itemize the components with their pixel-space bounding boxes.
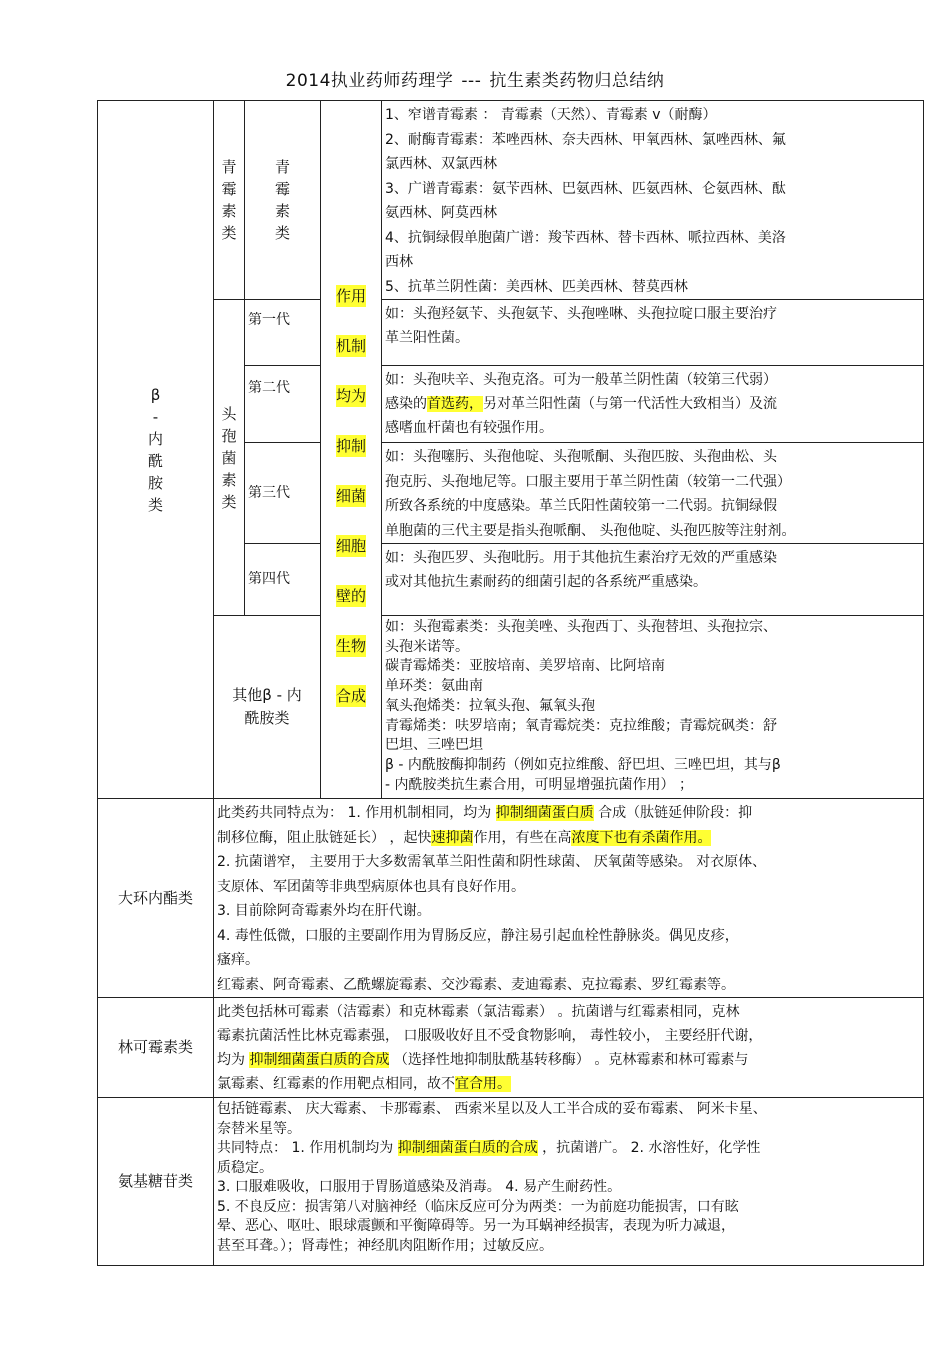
mechanism-column: 作用 机制 均为 抑制 细菌 细胞 壁的 生物 合成 [321, 101, 382, 799]
mechanism-text: 作用 [335, 287, 366, 305]
macrolide-content: 此类药共同特点为： 1. 作用机制相同，均为 抑制细菌蛋白质 合成（肽链延伸阶段：抑 制移位酶，阻止肽链延长） ，起快速抑菌作用，有些在高浓度下也有杀菌作用。 2. 抗菌谱窄， 主要用于大多数需氧革兰阳性菌和阴性球菌、 厌氧菌等感染。 对衣原体、 支原体、军团菌等非典型病原体也具有良好作用。 3. 目前除阿奇霉素外均在肝代谢。 4. 毒性低微，口服的主要副作用为胃肠反应，静注易引起血栓性静脉炎。偶见皮疹， 瘙痒。 红霉素、阿奇霉素、乙酰螺旋霉素、交沙霉素、麦迪霉素、克拉霉素、罗红霉素等。 [214, 799, 924, 998]
penicillin-outer-label: 青 霉 素 类 [214, 101, 245, 300]
first-choice-highlight: 首选药， [427, 396, 483, 412]
gen4-label: 第四代 [245, 544, 321, 616]
lincomycin-content: 此类包括林可霉素（洁霉素）和克林霉素（氯洁霉素） 。抗菌谱与红霉素相同，克林 霉素抗菌活性比林克霉素强， 口服吸收好且不受食物影响， 毒性较小， 主要经肝代谢， 均为 抑制细菌蛋白质的合成 （选择性地抑制肽酰基转移酶） 。克林霉素和林可霉素与 氯霉素、红霉素的作用靶点相同，故不宜合用。 [214, 998, 924, 1098]
gen2-content: 如：头孢呋辛、头孢克洛。可为一般革兰阴性菌（较第三代弱） 感染的首选药，另对革兰阳性菌（与第一代活性大致相当）及流 感嗜血杆菌也有较强作用。 [382, 366, 924, 443]
lincomycin-label: 林可霉素类 [98, 998, 214, 1098]
beta-lactam-label: β - 内 酰 胺 类 [98, 101, 214, 799]
cephalosporin-label: 头 孢 菌 素 类 [214, 300, 245, 616]
macrolide-highlight-1: 抑制细菌蛋白质 [495, 805, 594, 821]
aminoglycoside-highlight: 抑制细菌蛋白质的合成 [397, 1140, 538, 1156]
penicillin-content: 1、窄谱青霉素 ： 青霉素（天然）、青霉素 v（耐酶） 2、耐酶青霉素：苯唑西林、奈夫西林、甲氧西林、氯唑西林、氟 氯西林、双氯西林 3、广谱青霉素：氨苄西林、巴氨西林、匹氨西林、仑氨西林、酞 氨西林、阿莫西林 4、抗铜绿假单胞菌广谱：羧苄西林、替卡西林、哌拉西林、美洛 西林 5、抗革兰阴性菌：美西林、匹美西林、替莫西林 [382, 101, 924, 300]
penicillin-inner-label: 青 霉 素 类 [245, 101, 321, 300]
macrolide-label: 大环内酯类 [98, 799, 214, 998]
gen3-label: 第三代 [245, 443, 321, 544]
antibiotic-summary-table [97, 100, 924, 1266]
other-beta-lactam-label: 其他β - 内 酰胺类 [214, 616, 321, 799]
aminoglycoside-content: 包括链霉素、 庆大霉素、 卡那霉素、 西索米星以及人工半合成的妥布霉素、 阿米卡星、 奈替米星等。 共同特点： 1. 作用机制均为 抑制细菌蛋白质的合成 ，抗菌谱广。 2. 水溶性好，化学性 质稳定。 3. 口服难吸收，口服用于胃肠道感染及消毒。 4. 易产生耐药性。 5. 不良反应：损害第八对脑神经（临床反应可分为两类：一为前庭功能损害，口有眩 晕、恶心、呕吐、眼球震颤和平衡障碍等。另一为耳蜗神经损害，表现为听力减退， 甚至耳聋。）；肾毒性；神经肌肉阻断作用；过敏反应。 [214, 1098, 924, 1266]
other-beta-lactam-content: 如：头孢霉素类：头孢美唑、头孢西丁、头孢替坦、头孢拉宗、 头孢米诺等。 碳青霉烯类：亚胺培南、美罗培南、比阿培南 单环类：氨曲南 氧头孢烯类：拉氧头孢、氟氧头孢 青霉烯类：呋罗培南；氧青霉烷类：克拉维酸；青霉烷砜类：舒 巴坦、三唑巴坦 β - 内酰胺酶抑制药（例如克拉维酸、舒巴坦、三唑巴坦，其与β - 内酰胺类抗生素合用，可明显增强抗菌作用） ； [382, 616, 924, 799]
aminoglycoside-label: 氨基糖苷类 [98, 1098, 214, 1266]
lincomycin-highlight: 抑制细菌蛋白质的合成 [249, 1052, 390, 1068]
gen3-content: 如：头孢噻肟、头孢他啶、头孢哌酮、头孢匹胺、头孢曲松、头 孢克肟、头孢地尼等。口服主要用于革兰阴性菌（较第一二代强） 所致各系统的中度感染。革兰氏阳性菌较第一二代弱。抗铜绿假 单胞菌的三代主要是指头孢哌酮、 头孢他啶、头孢匹胺等注射剂。 [382, 443, 924, 544]
gen2-label: 第二代 [245, 366, 321, 443]
page-title: 2014执业药师药理学 --- 抗生素类药物归总结纳 [285, 71, 665, 91]
gen4-content: 如：头孢匹罗、头孢吡肟。用于其他抗生素治疗无效的严重感染 或对其他抗生素耐药的细菌引起的各系统严重感染。 [382, 544, 924, 616]
gen1-label: 第一代 [245, 300, 321, 366]
gen1-content: 如：头孢羟氨苄、头孢氨苄、头孢唑啉、头孢拉啶口服主要治疗 革兰阳性菌。 [382, 300, 924, 366]
